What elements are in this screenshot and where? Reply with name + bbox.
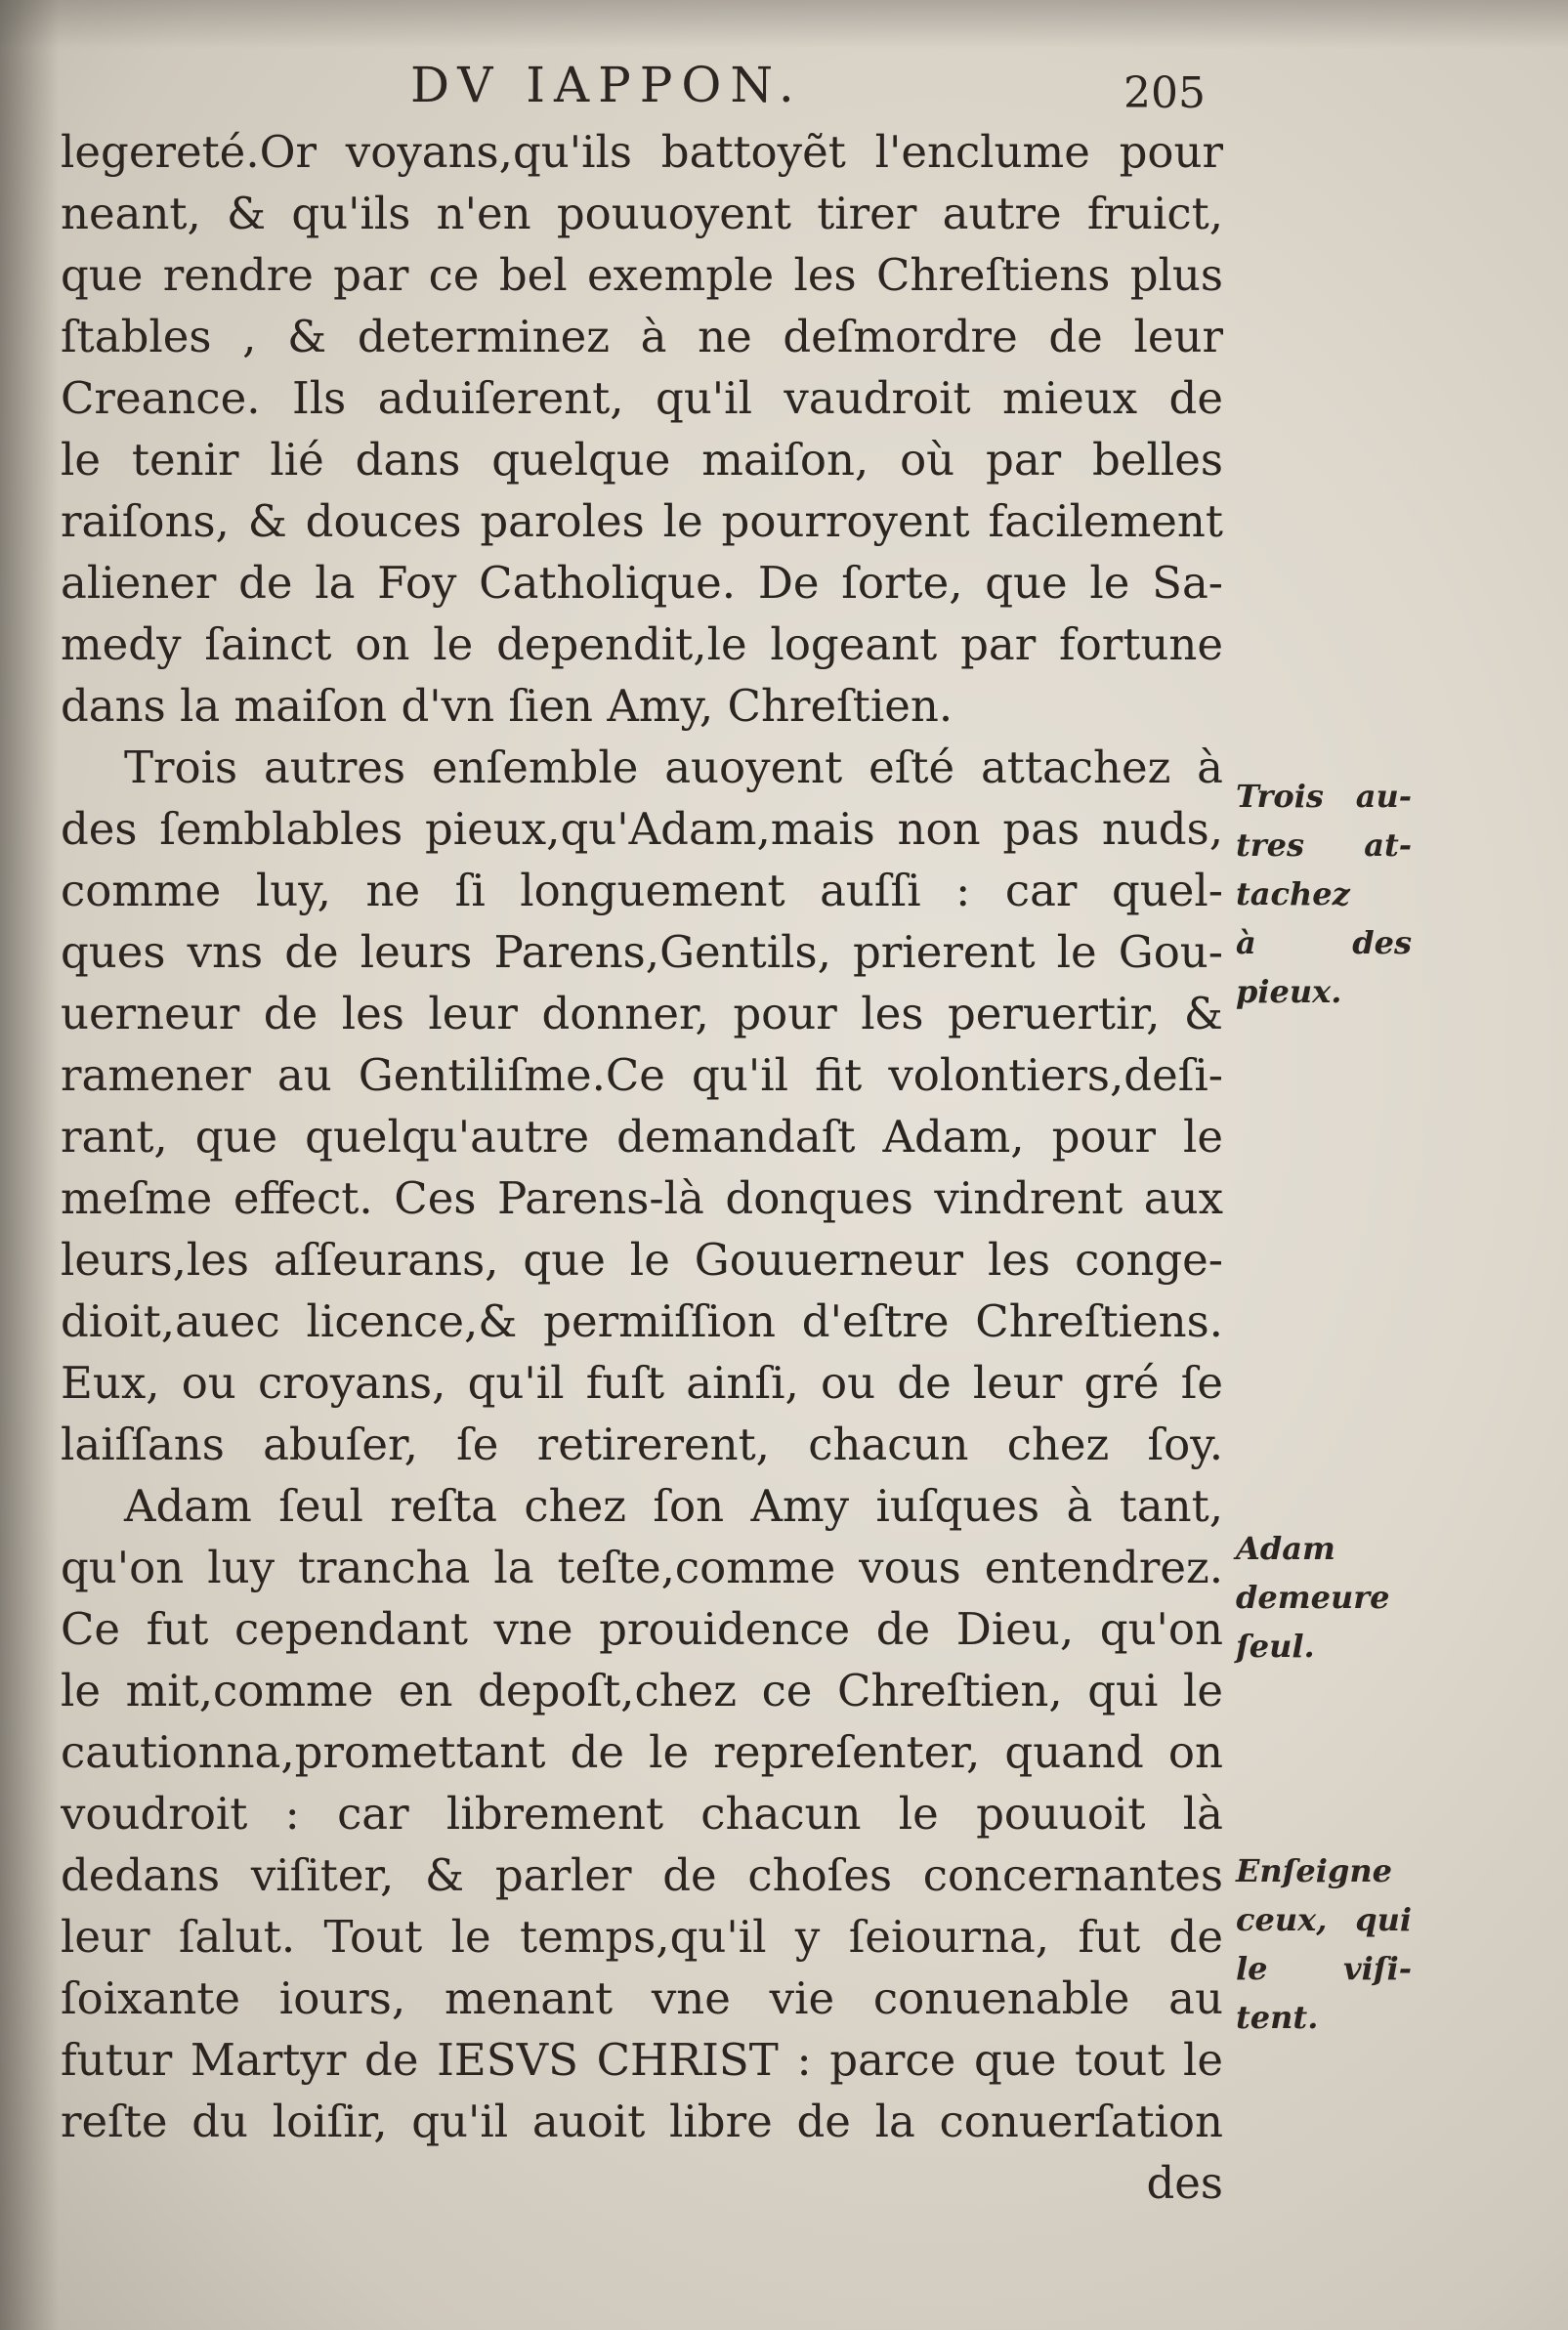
text-line: ſtables , & determinez à ne deſmordre de leur	[61, 311, 1223, 362]
margin-note-trois-autres	[1236, 772, 1412, 1016]
margin-note-line: Enſeigne	[1236, 1852, 1392, 1889]
main-text-block	[61, 121, 1223, 2214]
text-line: leur ſalut. Tout le temps,qu'il y ſeiourna, fut de	[61, 1911, 1223, 1963]
text-line: medy ſainct on le dependit,le logeant par fortune	[61, 618, 1223, 670]
text-line: reſte du loiſir, qu'il auoit libre de la conuerſation	[61, 2096, 1223, 2147]
margin-note-line: demeure	[1236, 1579, 1390, 1616]
margin-note-line: pieux.	[1236, 973, 1342, 1010]
text-line: qu'on luy trancha la teſte,comme vous entendrez.	[61, 1542, 1223, 1593]
text-line: dedans viſiter, & parler de choſes concernantes	[61, 1849, 1223, 1901]
text-line: Trois autres enſemble auoyent eſté attachez à	[124, 741, 1223, 793]
margin-note-line: Adam	[1236, 1530, 1335, 1567]
margin-note-line: à des	[1236, 924, 1412, 961]
text-line: laiſſans abuſer, ſe retirerent, chacun chez ſoy.	[61, 1419, 1223, 1470]
text-line: Creance. Ils aduiſerent, qu'il vaudroit mieux de	[61, 372, 1223, 424]
margin-note-line: tres at-	[1236, 826, 1412, 864]
text-line: Eux, ou croyans, qu'il fuſt ainſi, ou de leur gré ſe	[61, 1357, 1223, 1409]
page-number: 205	[1123, 68, 1206, 118]
running-head: DV IAPPON.	[410, 57, 803, 113]
margin-note-enseigne	[1236, 1846, 1412, 2042]
text-line: dans la maiſon d'vn ſien Amy, Chreſtien.	[61, 680, 954, 732]
margin-note-line: Trois au-	[1236, 778, 1412, 815]
text-line: le tenir lié dans quelque maiſon, où par belles	[61, 434, 1223, 486]
text-line: le mit,comme en depoſt,chez ce Chreſtien, qui le	[61, 1665, 1223, 1716]
text-line: Adam ſeul reſta chez ſon Amy iuſques à tant,	[124, 1480, 1223, 1532]
text-line: des ſemblables pieux,qu'Adam,mais non pas nuds,	[61, 803, 1223, 855]
text-line: ramener au Gentiliſme.Ce qu'il fit volontiers,deſi-	[61, 1049, 1223, 1101]
text-line: Ce fut cependant vne prouidence de Dieu, qu'on	[61, 1603, 1223, 1655]
text-line: comme luy, ne ſi longuement auſſi : car quel-	[61, 865, 1223, 916]
text-line: dioit,auec licence,& permiſſion d'eſtre Chreſtiens.	[61, 1295, 1223, 1347]
catchword: des	[1146, 2157, 1223, 2209]
text-line: ques vns de leurs Parens,Gentils, prierent le Gou-	[61, 926, 1223, 978]
text-line: que rendre par ce bel exemple les Chreſtiens plus	[61, 249, 1223, 301]
margin-note-line: ſeul.	[1236, 1628, 1315, 1665]
text-line: aliener de la Foy Catholique. De ſorte, que le Sa-	[61, 557, 1223, 609]
text-line: raiſons, & douces paroles le pourroyent facilement	[61, 495, 1223, 547]
text-line: neant, & qu'ils n'en pouuoyent tirer autre fruict,	[61, 188, 1223, 239]
text-line: ſoixante iours, menant vne vie conuenable au	[61, 1972, 1223, 2024]
margin-note-line: tachez	[1236, 875, 1350, 912]
margin-note-adam-seul	[1236, 1524, 1412, 1671]
text-line: leurs,les aſſeurans, que le Gouuerneur les conge-	[61, 1234, 1223, 1286]
text-line: rant, que quelqu'autre demandaſt Adam, pour le	[61, 1111, 1223, 1163]
text-line: voudroit : car librement chacun le pouuoit là	[61, 1788, 1223, 1840]
text-line: cautionna,promettant de le repreſenter, quand on	[61, 1726, 1223, 1778]
text-line: futur Martyr de IESVS CHRIST : parce que tout le	[61, 2034, 1223, 2086]
text-line: uerneur de les leur donner, pour les peruertir, &	[61, 988, 1223, 1039]
margin-note-line: le viſi-	[1236, 1950, 1412, 1987]
text-line: meſme effect. Ces Parens-là donques vindrent aux	[61, 1172, 1223, 1224]
text-line: legereté.Or voyans,qu'ils battoyẽt l'enclume pour	[61, 126, 1223, 178]
margin-note-line: ceux, qui	[1236, 1901, 1412, 1938]
margin-note-line: tent.	[1236, 1999, 1319, 2036]
